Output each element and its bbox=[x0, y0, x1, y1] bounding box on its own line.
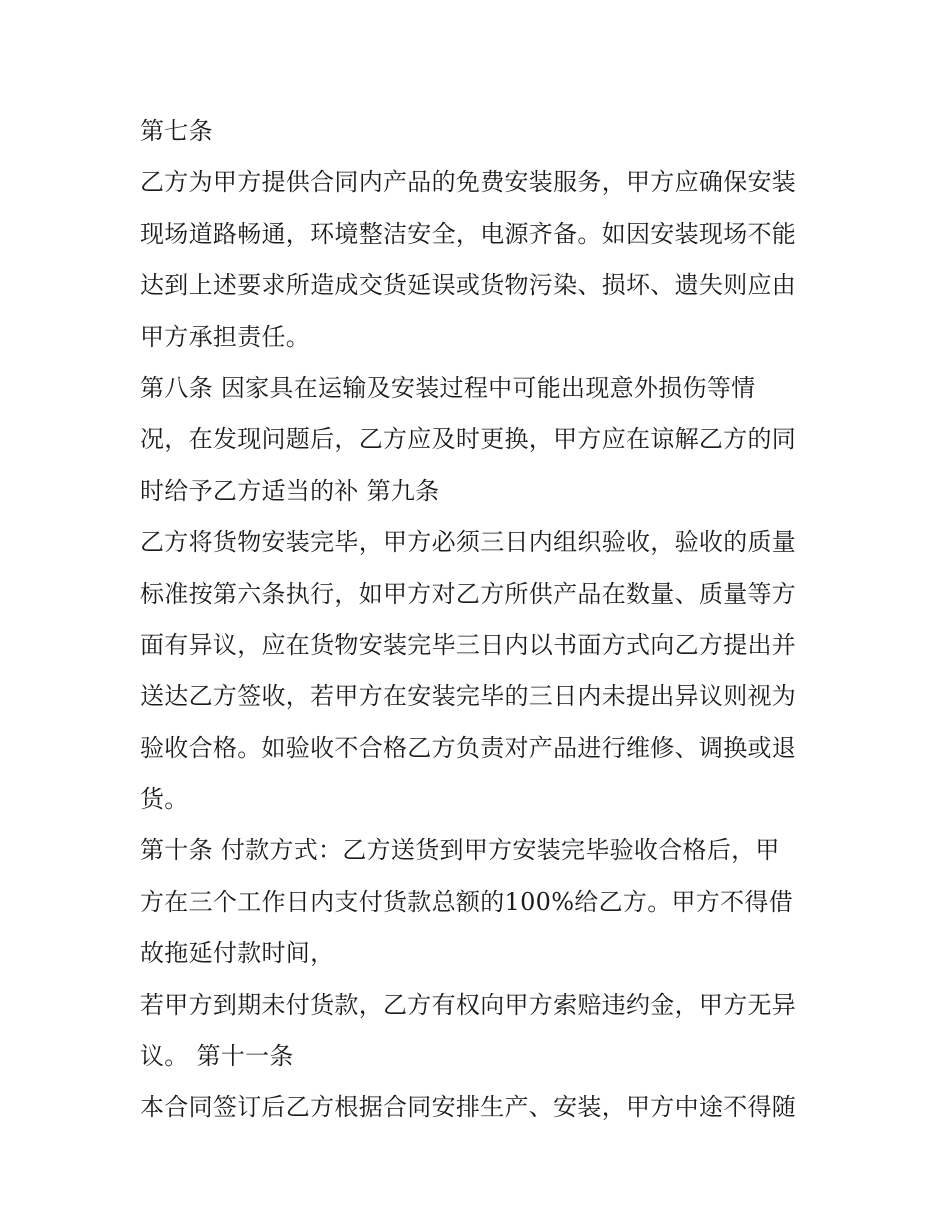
text-line: 标准按第六条执行，如甲方对乙方所供产品在数量、质量等方 bbox=[140, 579, 797, 608]
text-line: 第七条 bbox=[140, 117, 213, 145]
text-line: 送达乙方签收，若甲方在安装完毕的三日内未提出异议则视为 bbox=[140, 682, 797, 711]
text-line: 现场道路畅通，环境整洁安全，电源齐备。如因安装现场不能 bbox=[140, 219, 797, 248]
text-line: 甲方承担责任。 bbox=[140, 322, 311, 351]
text-line: 方在三个工作日内支付货款总额的100%给乙方。甲方不得借 bbox=[140, 887, 794, 916]
text-line: 第八条 因家具在运输及安装过程中可能出现意外损伤等情 bbox=[140, 373, 756, 402]
text-line: 乙方将货物安装完毕，甲方必须三日内组织验收，验收的质量 bbox=[140, 528, 797, 557]
text-line: 故拖延付款时间， bbox=[140, 939, 335, 968]
text-line: 时给予乙方适当的补 第九条 bbox=[140, 476, 440, 505]
text-line: 验收合格。如验收不合格乙方负责对产品进行维修、调换或退 bbox=[140, 733, 797, 762]
text-line: 议。 第十一条 bbox=[140, 1042, 294, 1071]
text-line: 乙方为甲方提供合同内产品的免费安装服务，甲方应确保安装 bbox=[140, 168, 797, 197]
text-line: 达到上述要求所造成交货延误或货物污染、损坏、遗失则应由 bbox=[140, 271, 797, 300]
text-line: 况，在发现问题后，乙方应及时更换，甲方应在谅解乙方的同 bbox=[140, 425, 797, 454]
document-body bbox=[140, 106, 830, 1134]
text-line: 货。 bbox=[140, 785, 189, 814]
text-line: 本合同签订后乙方根据合同安排生产、安装，甲方中途不得随 bbox=[140, 1093, 797, 1122]
text-line: 若甲方到期未付货款，乙方有权向甲方索赔违约金，甲方无异 bbox=[140, 990, 797, 1019]
text-line: 第十条 付款方式：乙方送货到甲方安装完毕验收合格后，甲 bbox=[140, 836, 780, 865]
text-line: 面有异议，应在货物安装完毕三日内以书面方式向乙方提出并 bbox=[140, 630, 797, 659]
